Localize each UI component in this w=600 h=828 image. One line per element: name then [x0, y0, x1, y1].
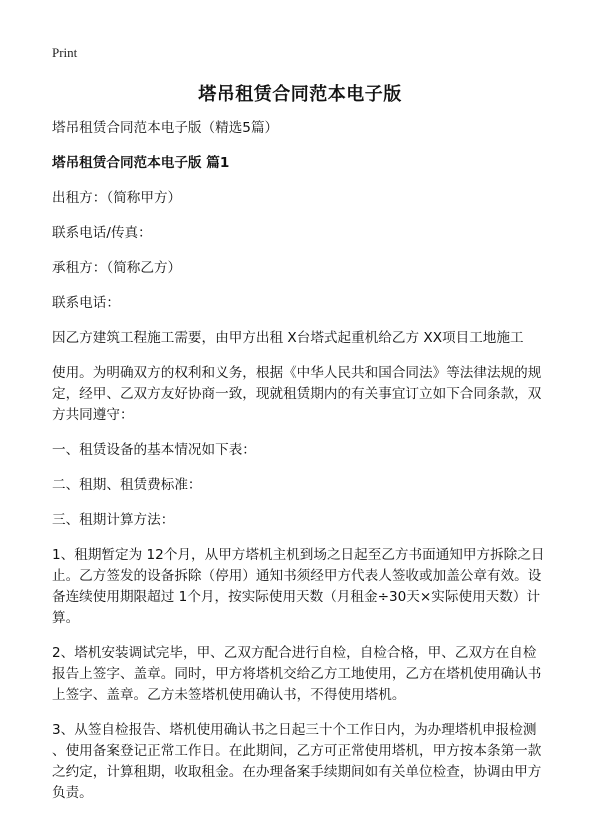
purpose-paragraph — [52, 363, 557, 426]
contact-line: 联系电话： — [52, 295, 120, 311]
item-three: 三、租期计算方法： — [52, 512, 175, 528]
contact-fax-line: 联系电话/传真： — [52, 225, 152, 241]
paragraph-line: 上签字、盖章。乙方未签塔机使用确认书，不得使用塔机。 — [52, 687, 406, 703]
paragraph-line: 报告上签字、盖章。同时，甲方将塔机交给乙方工地使用，乙方在塔机使用确认书 — [52, 666, 542, 682]
paragraph-line: 负责。 — [52, 785, 93, 801]
paragraph-line: 1、租期暂定为 12个月，从甲方塔机主机到场之日起至乙方书面通知甲方拆除之日 — [52, 547, 545, 563]
paragraph-line: 止。乙方签发的设备拆除（停用）通知书须经甲方代表人签收或加盖公章有效。设 — [52, 568, 542, 584]
document-body — [52, 118, 557, 804]
clause-2 — [52, 643, 557, 706]
clause-3 — [52, 720, 557, 804]
paragraph-line: 使用。为明确双方的权利和义务，根据《中华人民共和国合同法》等法律法规的规 — [52, 365, 542, 381]
item-two: 二、租期、租赁费标准： — [52, 477, 202, 493]
paragraph-line: 算。 — [52, 610, 80, 626]
paragraph-line: 3、从签自检报告、塔机使用确认书之日起三十个工作日内，为办理塔机申报检测 — [52, 722, 537, 738]
item-one: 一、租赁设备的基本情况如下表： — [52, 442, 256, 458]
paragraph-line: 备连续使用期限超过 1个月，按实际使用天数（月租金÷30天×实际使用天数）计 — [52, 589, 541, 605]
lessee-line: 承租方：（简称乙方） — [52, 260, 182, 276]
paragraph-line: 定，经甲、乙双方友好协商一致，现就租赁期内的有关事宜订立如下合同条款，双 — [52, 386, 542, 402]
document-title: 塔吊租赁合同范本电子版 — [198, 84, 402, 105]
section-heading: 塔吊租赁合同范本电子版 篇1 — [52, 155, 230, 171]
clause-1 — [52, 545, 557, 629]
print-label: Print — [52, 45, 78, 60]
document-subtitle: 塔吊租赁合同范本电子版（精选5篇） — [52, 120, 279, 136]
intro-line: 因乙方建筑工程施工需要，由甲方出租 X台塔式起重机给乙方 XX项目工地施工 — [52, 330, 524, 346]
paragraph-line: 之约定，计算租期，收取租金。在办理备案手续期间如有关单位检查，协调由甲方 — [52, 764, 542, 780]
paragraph-line: 方共同遵守： — [52, 407, 134, 423]
lessor-line: 出租方：（简称甲方） — [52, 190, 182, 206]
paragraph-line: 、使用备案登记正常工作日。在此期间，乙方可正常使用塔机，甲方按本条第一款 — [52, 743, 542, 759]
paragraph-line: 2、塔机安装调试完毕，甲、乙双方配合进行自检，自检合格，甲、乙双方在自检 — [52, 645, 537, 661]
